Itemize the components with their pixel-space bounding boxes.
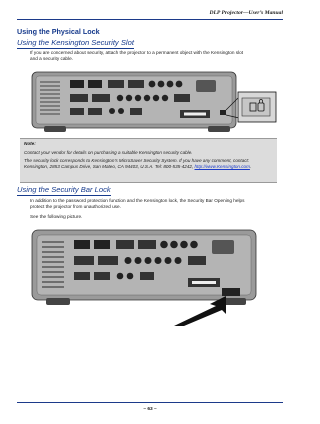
section-title: Using the Physical Lock [17, 27, 100, 36]
brand-plate [188, 278, 220, 287]
projector-rear-image-kensington [30, 66, 280, 136]
kensington-text-line-1: If you are concerned about security, attach the projector to a permanent object with the Kensington slot [30, 50, 244, 55]
kensington-paragraph [30, 50, 278, 62]
kensington-text-line-2: and a security cable. [30, 56, 73, 61]
kensington-callout [238, 92, 276, 122]
security-bar-paragraph [30, 198, 278, 220]
security-bar-opening [222, 288, 240, 296]
header-rule [17, 19, 283, 20]
security-bar-heading: Using the Security Bar Lock [17, 185, 111, 194]
note-text-2-end: . [249, 163, 252, 169]
security-bar-text-line-3: See the following picture. [30, 214, 83, 219]
footer-rule [17, 402, 283, 403]
note-text-2 [24, 158, 273, 169]
kensington-slot [220, 110, 226, 115]
page-number: – 63 – [143, 407, 157, 412]
note-text-1: Contact your vendor for details on purchasing a suitable Kensington security cable. [24, 149, 193, 155]
security-bar-text-line-2: protect the projector from unauthorized use. [30, 204, 121, 209]
arrow-icon [174, 296, 226, 326]
brand-plate [180, 110, 210, 118]
note-box [20, 138, 277, 183]
security-bar-text-line-1: In addition to the password protection function and the Kensington lock, the Security Bar Opening helps [30, 198, 245, 203]
note-title: Note: [24, 141, 36, 146]
running-header: DLP Projector—User’s Manual [209, 10, 283, 16]
note-text-2-body: The security lock corresponds to Kensington’s MicroSaver Security System. If you have any comment, contact: Kensington, 2853 Campus Drive, San Mateo, CA 94403, U.S.A. Tel: 800-535-4242, [24, 158, 250, 169]
kensington-heading: Using the Kensington Security Slot [17, 38, 134, 47]
kensington-link[interactable]: http://www.Kensington.com [194, 163, 250, 169]
projector-rear-image-security-bar [30, 226, 260, 326]
